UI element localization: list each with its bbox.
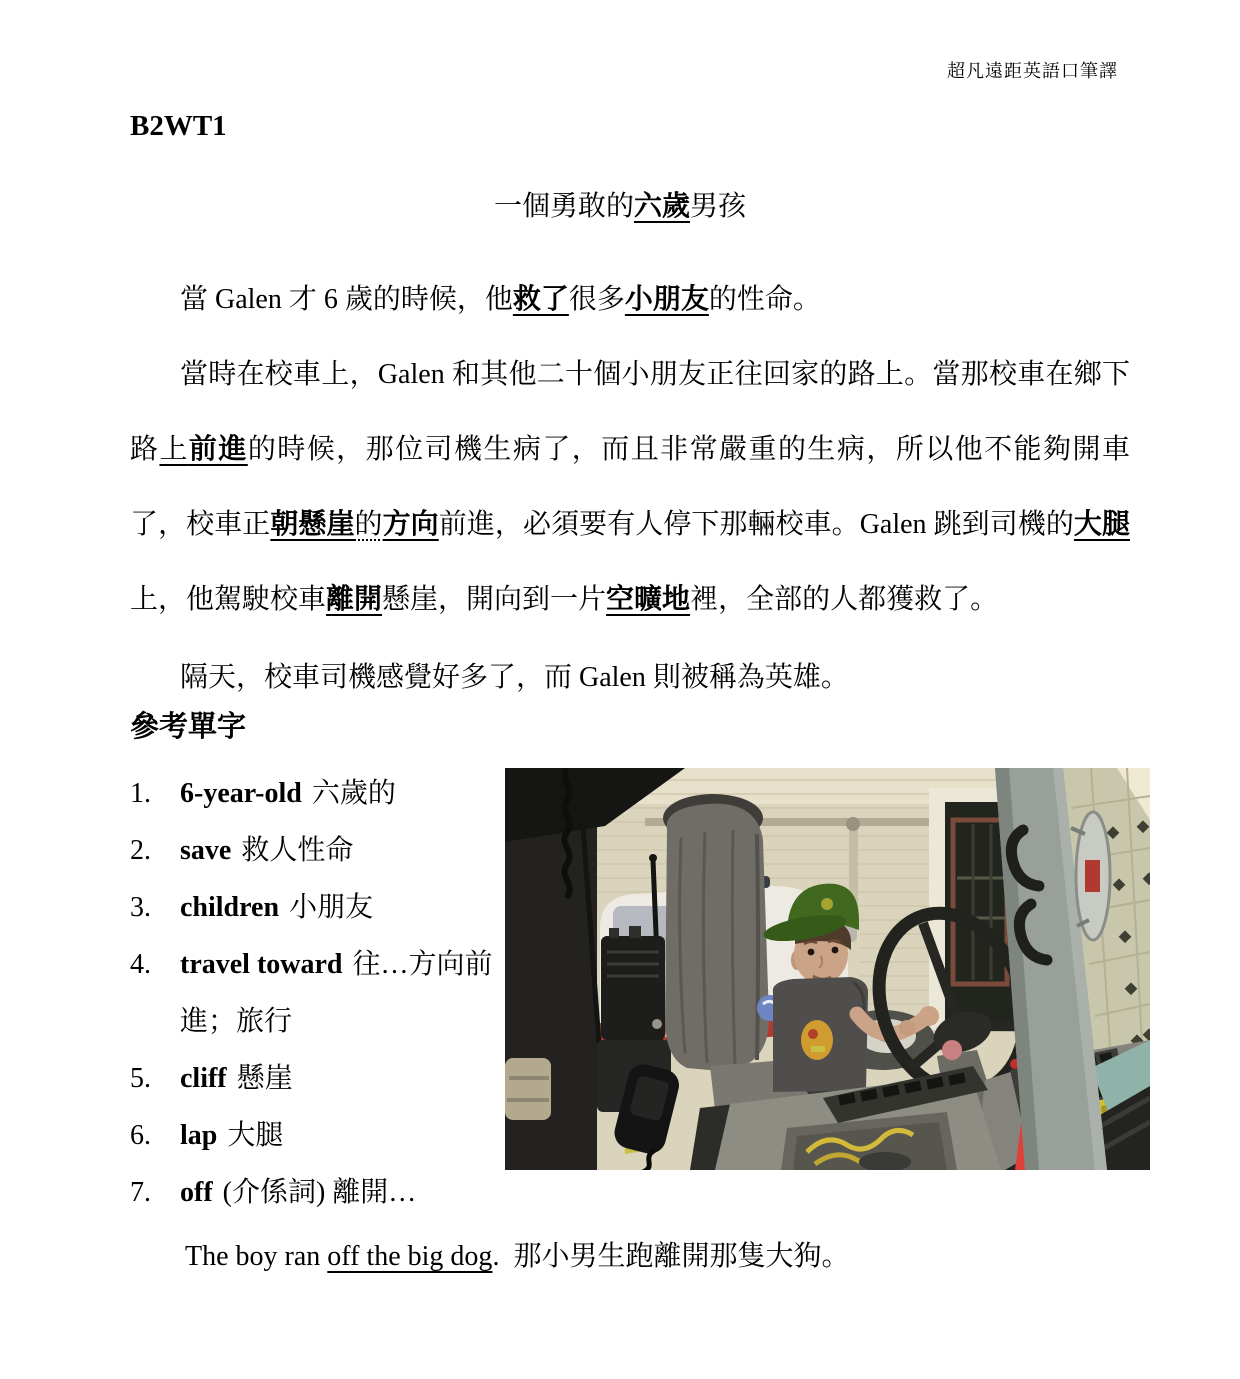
vocab-item [130, 1050, 530, 1107]
vocab-item-text [180, 765, 512, 822]
story-paragraph-1 [130, 262, 1130, 337]
vocab-term: save [180, 835, 232, 866]
text-run: 裡，全部的人都獲救了。 [690, 584, 999, 615]
text-run: 離開 [326, 584, 383, 615]
vocab-list [130, 765, 530, 1221]
vocab-item-number: 4. [130, 949, 151, 980]
vocab-item [130, 936, 530, 1050]
text-run: off the big dog [327, 1241, 493, 1272]
vocab-definition: 大腿 [227, 1120, 284, 1151]
text-run: 救了 [512, 284, 569, 315]
vocab-term: 6-year-old [180, 778, 302, 809]
vocab-item [130, 879, 530, 936]
vocab-term: off [180, 1177, 213, 1208]
vocab-item-text [180, 822, 512, 879]
vocab-definition: (介係詞) 離開… [222, 1177, 417, 1208]
vocab-term: cliff [180, 1063, 227, 1094]
vocab-item-text [180, 1164, 512, 1221]
text-run: 上 [159, 434, 189, 465]
vocab-item-number: 1. [130, 778, 151, 809]
vocab-definition: 救人性命 [241, 835, 354, 866]
text-run: 方向 [382, 509, 439, 540]
text-run: 懸崖，開向到一片 [382, 584, 607, 615]
vocab-item-number: 3. [130, 892, 151, 923]
text-run: 小朋友 [624, 284, 709, 315]
vocab-item [130, 822, 530, 879]
vocab-item-number: 2. [130, 835, 151, 866]
text-run: 大腿 [1073, 509, 1130, 540]
text-run: 男孩 [690, 191, 747, 222]
vocab-definition: 懸崖 [236, 1063, 293, 1094]
vocab-term: travel toward [180, 949, 343, 980]
vocab-item [130, 765, 530, 822]
photo-boy-fire-truck [505, 768, 1150, 1170]
vocab-item-text [180, 1107, 512, 1164]
story-paragraph-3: 隔天，校車司機感覺好多了，而 Galen 則被稱為英雄。 [180, 662, 849, 693]
vocab-definition: 六歲的 [311, 778, 396, 809]
vocab-item-text [180, 936, 512, 1050]
example-sentence [130, 1228, 1205, 1285]
text-run: 當時在校車上，Galen 和其他二十個小朋友正往回家的路上。當那校車在鄉下路 [130, 359, 1130, 465]
text-run: 的性命。 [708, 284, 821, 315]
vocab-item-number: 5. [130, 1063, 151, 1094]
doc-code: B2WT1 [130, 110, 227, 142]
text-run: The boy ran [185, 1241, 328, 1272]
vocab-item-text [180, 1050, 512, 1107]
vocab-item [130, 1107, 530, 1164]
text-run: 上，他駕駛校車 [130, 584, 327, 615]
text-run: 一個勇敢的 [493, 191, 634, 222]
vocab-term: lap [180, 1120, 218, 1151]
text-run: 六歲 [633, 191, 690, 222]
vocab-definition: 小朋友 [289, 892, 374, 923]
vocab-item [130, 1164, 530, 1221]
text-run: 前進，必須要有人停下那輛校車。Galen 跳到司機的 [438, 509, 1074, 540]
text-run: . 那小男生跑離開那隻大狗。 [492, 1241, 850, 1272]
text-run: 空曠地 [606, 584, 691, 615]
vocab-item-number: 6. [130, 1120, 151, 1151]
vocab-item-text [180, 879, 512, 936]
text-run: 的時候，那位司機生病了，而且非常嚴重的生病，所以他不能夠開車了，校車正 [130, 434, 1130, 540]
text-run: 的 [354, 509, 383, 540]
text-run: 很多 [568, 284, 625, 315]
vocab-item-number: 7. [130, 1177, 151, 1208]
text-run: 朝懸崖 [270, 509, 355, 540]
vocab-definition: 往…方向前進；旅行 [180, 949, 493, 1037]
vocab-heading: 參考單字 [130, 711, 247, 743]
vocab-term: children [180, 892, 280, 923]
story-title [0, 184, 1240, 224]
text-run: 當 Galen 才 6 歲的時候，他 [180, 284, 513, 315]
text-run: 前進 [188, 434, 248, 465]
fire-truck-photo-illustration [505, 768, 1150, 1170]
header-course-title: 超凡遠距英語口筆譯 [947, 61, 1118, 81]
story-paragraph-2 [130, 337, 1130, 637]
